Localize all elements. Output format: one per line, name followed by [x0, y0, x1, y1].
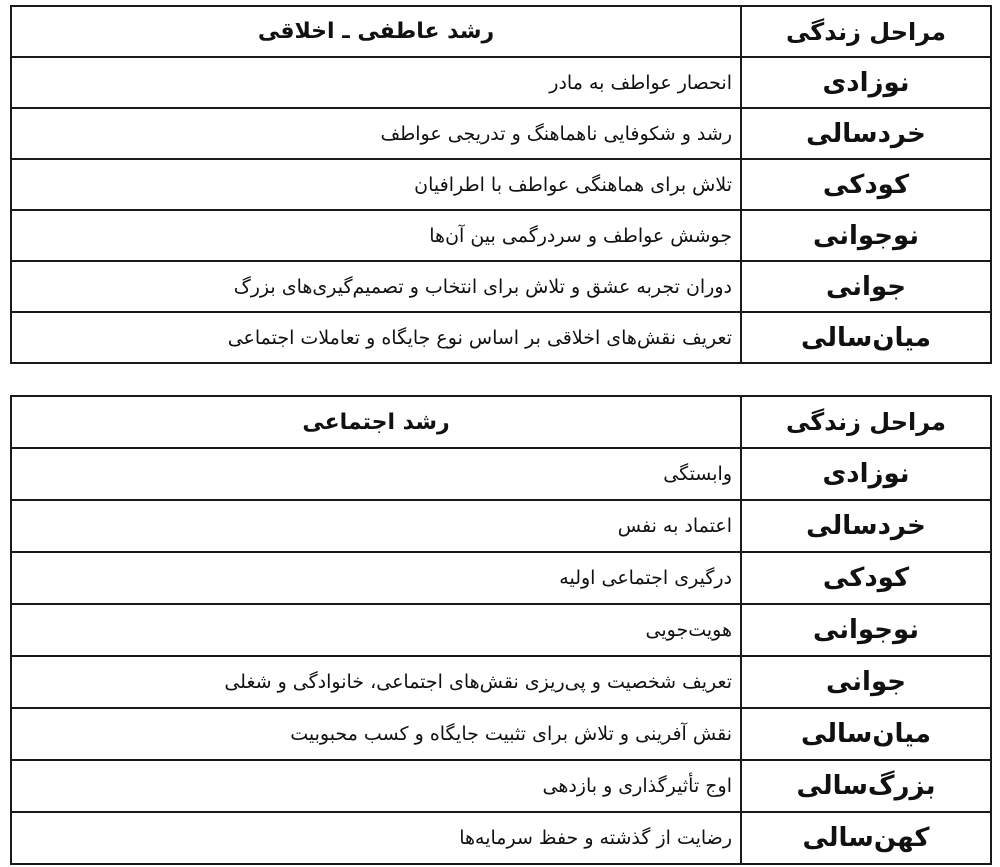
description-cell: اوج تأثیرگذاری و بازدهی [11, 760, 741, 812]
table-row [11, 210, 991, 261]
table-row [11, 57, 991, 108]
table-row [11, 312, 991, 363]
stage-cell: نوجوانی [741, 604, 991, 656]
stage-cell: خردسالی [741, 108, 991, 159]
table-row [11, 604, 991, 656]
emotional-moral-development-title: رشد عاطفی ـ اخلاقی [11, 6, 741, 57]
description-cell: هویت‌جویی [11, 604, 741, 656]
table-row [11, 159, 991, 210]
description-cell: دوران تجربه عشق و تلاش برای انتخاب و تصمیم‌گیری‌های بزرگ [11, 261, 741, 312]
stage-cell: میان‌سالی [741, 312, 991, 363]
stage-cell: نوزادی [741, 57, 991, 108]
table-row [11, 656, 991, 708]
description-cell: درگیری اجتماعی اولیه [11, 552, 741, 604]
description-cell: تعریف شخصیت و پی‌ریزی نقش‌های اجتماعی، خانوادگی و شغلی [11, 656, 741, 708]
table-row [11, 552, 991, 604]
social-development-title: رشد اجتماعی [11, 396, 741, 448]
stage-cell: کودکی [741, 159, 991, 210]
table-row [11, 708, 991, 760]
table-header-row [11, 6, 991, 57]
table-row [11, 448, 991, 500]
stage-cell: جوانی [741, 261, 991, 312]
description-cell: رضایت از گذشته و حفظ سرمایه‌ها [11, 812, 741, 864]
table-row [11, 500, 991, 552]
description-cell: تعریف نقش‌های اخلاقی بر اساس نوع جایگاه و تعاملات اجتماعی [11, 312, 741, 363]
table-header-row [11, 396, 991, 448]
table-row [11, 108, 991, 159]
social-development-table [10, 395, 992, 865]
life-stages-header: مراحل زندگی [741, 6, 991, 57]
stage-cell: میان‌سالی [741, 708, 991, 760]
description-cell: اعتماد به نفس [11, 500, 741, 552]
description-cell: جوشش عواطف و سردرگمی بین آن‌ها [11, 210, 741, 261]
table-row [11, 760, 991, 812]
stage-cell: جوانی [741, 656, 991, 708]
description-cell: تلاش برای هماهنگی عواطف با اطرافیان [11, 159, 741, 210]
table-row [11, 261, 991, 312]
emotional-moral-development-table [10, 5, 992, 364]
table-row [11, 812, 991, 864]
description-cell: انحصار عواطف به مادر [11, 57, 741, 108]
life-stages-header: مراحل زندگی [741, 396, 991, 448]
stage-cell: نوزادی [741, 448, 991, 500]
description-cell: رشد و شکوفایی ناهماهنگ و تدریجی عواطف [11, 108, 741, 159]
stage-cell: کودکی [741, 552, 991, 604]
description-cell: نقش آفرینی و تلاش برای تثبیت جایگاه و کسب محبوبیت [11, 708, 741, 760]
stage-cell: کهن‌سالی [741, 812, 991, 864]
stage-cell: بزرگ‌سالی [741, 760, 991, 812]
stage-cell: نوجوانی [741, 210, 991, 261]
description-cell: وابستگی [11, 448, 741, 500]
stage-cell: خردسالی [741, 500, 991, 552]
